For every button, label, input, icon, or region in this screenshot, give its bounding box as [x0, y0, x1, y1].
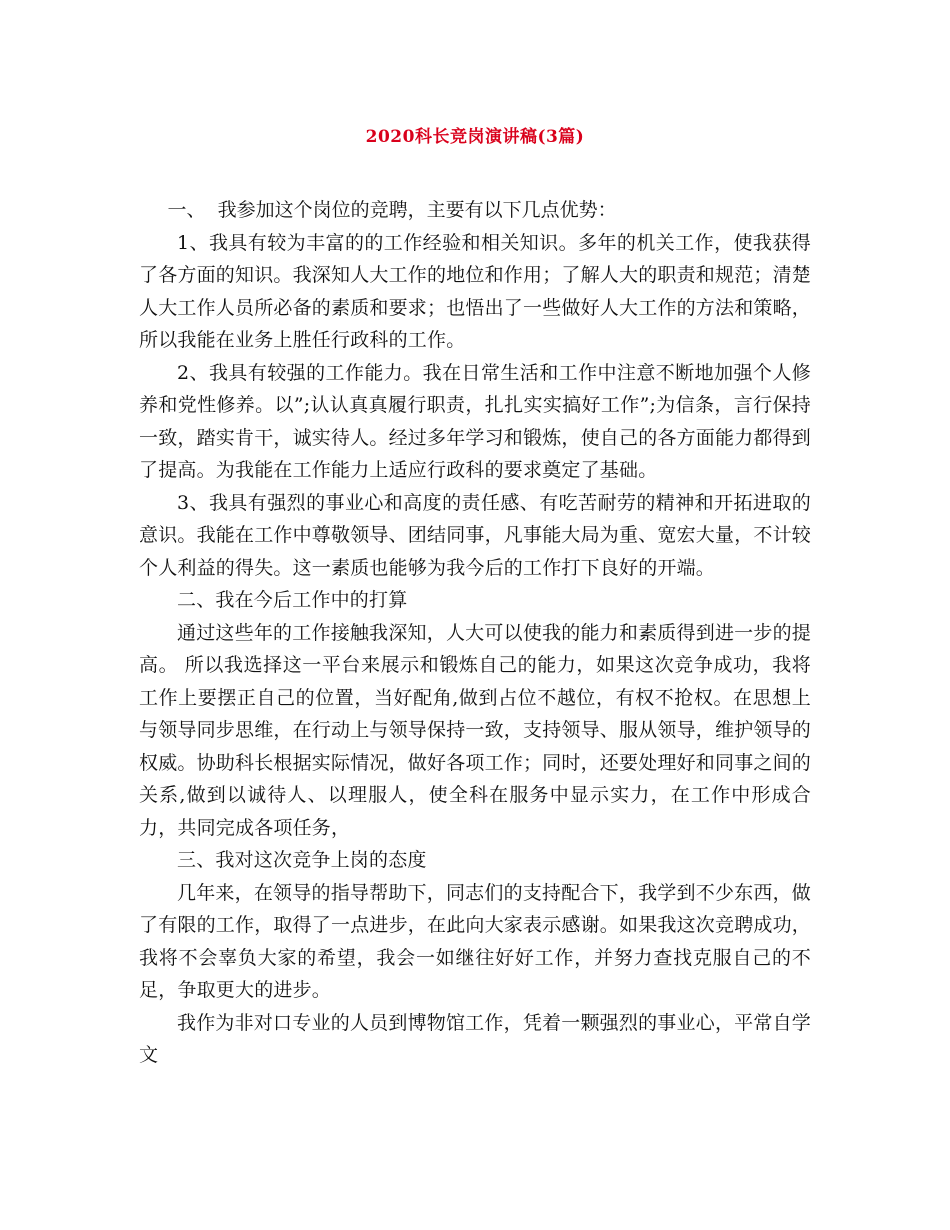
paragraph-plans: 通过这些年的工作接触我深知，人大可以使我的能力和素质得到进一步的提高。 所以我选择这一平台来展示和锻炼自己的能力，如果这次竞争成功，我将工作上要摆正自己的位置，当好配角,做到占位不越位，有权不抢权。在思想上与领导同步思维，在行动上与领导保持一致，支持领导、服从领导，维护领导的权威。协助科长根据实际情况，做好各项工作；同时，还要处理好和同事之间的关系,做到以诚待人、以理服人，使全科在服务中显示实力，在工作中形成合力，共同完成各项任务，: [139, 621, 812, 839]
section-heading-plans: 二、我在今后工作中的打算: [177, 589, 408, 611]
paragraph-dedication: 3、我具有强烈的事业心和高度的责任感、有吃苦耐劳的精神和开拓进取的意识。我能在工作中尊敬领导、团结同事，凡事能大局为重、宽宏大量，不计较个人利益的得失。这一素质也能够为我今后的工作打下良好的开端。: [139, 491, 812, 579]
document-body: [139, 194, 811, 1072]
paragraph-ability: 2、我具有较强的工作能力。我在日常生活和工作中注意不断地加强个人修养和党性修养。以”;认认真真履行职责，扎扎实实搞好工作”;为信条，言行保持一致，踏实肯干，诚实待人。经过多年学习和锻炼，使自己的各方面能力都得到了提高。为我能在工作能力上适应行政科的要求奠定了基础。: [139, 361, 812, 481]
section-heading-attitude: 三、我对这次竞争上岗的态度: [177, 849, 427, 871]
paragraph-experience: 1、我具有较为丰富的的工作经验和相关知识。多年的机关工作，使我获得了各方面的知识。我深知人大工作的地位和作用；了解人大的职责和规范；清楚人大工作人员所必备的素质和要求；也悟出了一些做好人大工作的方法和策略，所以我能在业务上胜任行政科的工作。: [139, 231, 812, 351]
document-title: 2020科长竞岗演讲稿(3篇): [365, 127, 585, 147]
paragraph-museum: 我作为非对口专业的人员到博物馆工作，凭着一颗强烈的事业心，平常自学文: [139, 1011, 811, 1066]
section-heading-advantages: 一、 我参加这个岗位的竞聘，主要有以下几点优势：: [167, 199, 617, 221]
paragraph-attitude: 几年来，在领导的指导帮助下，同志们的支持配合下，我学到不少东西，做了有限的工作，取得了一点进步，在此向大家表示感谢。如果我这次竞聘成功，我将不会辜负大家的希望，我会一如继往好好工作，并努力查找克服自己的不足，争取更大的进步。: [139, 881, 812, 1001]
